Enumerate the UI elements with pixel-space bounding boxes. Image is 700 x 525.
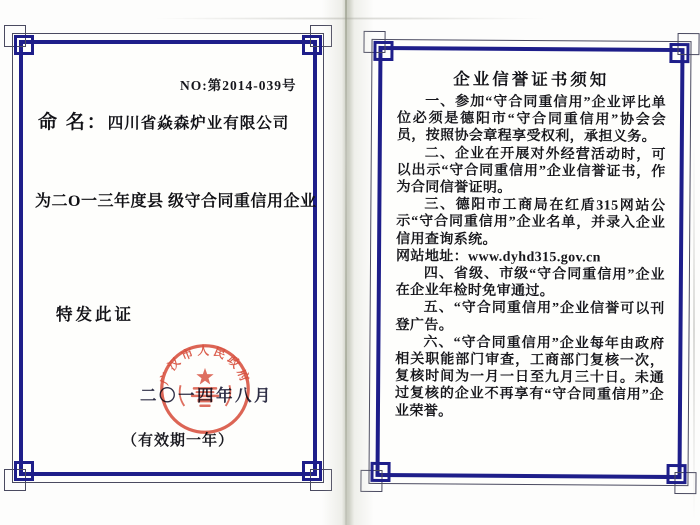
corner-ornament bbox=[360, 458, 394, 492]
notice-paragraph: 一、参加“守合同重信用”企业评比单位必须是德阳市“守合同重信用”协会会员，按照协会章程享受权利，承担义务。 bbox=[396, 94, 667, 146]
issue-statement: 特发此证 bbox=[56, 305, 134, 324]
certificate-right-page bbox=[368, 39, 691, 486]
notice-paragraph: 网站地址：www.dyhd315.gov.cn bbox=[395, 248, 601, 266]
right-page-edge bbox=[693, 140, 695, 520]
recipient-name-label: 命 名： bbox=[38, 112, 108, 133]
page-fold-shadow bbox=[322, 0, 374, 525]
notice-paragraph: 二、企业在开展对外经营活动时，可以出示“守合同重信用”企业信誉证书，作为合同信誉证明。 bbox=[396, 145, 666, 196]
corner-ornament bbox=[665, 33, 699, 67]
notice-paragraph: 三、德阳市工商局在红盾315网站公示“守合同重信用”企业名单，并录入企业信用查询系统。 bbox=[396, 197, 666, 248]
issue-date: 二〇一四年八月 bbox=[140, 386, 273, 405]
corner-ornament bbox=[662, 460, 696, 494]
corner-ornament bbox=[4, 457, 38, 491]
notice-body bbox=[395, 93, 666, 422]
certificate-left-page bbox=[12, 33, 324, 483]
recipient-company-name: 四川省焱森炉业有限公司 bbox=[107, 115, 290, 132]
notice-paragraph: 五、“守合同重信用”企业信誉可以刊登广告。 bbox=[395, 300, 665, 334]
corner-ornament bbox=[4, 25, 38, 59]
validity-note: （有效期一年） bbox=[122, 433, 235, 449]
corner-ornament bbox=[298, 457, 332, 491]
corner-ornament bbox=[363, 31, 397, 65]
recipient-name-row bbox=[38, 107, 289, 134]
notice-paragraph: 四、省级、市级“守合同重信用”企业在企业年检时免审通过。 bbox=[395, 266, 665, 300]
seal-arc-text: 广汉市人民政府 bbox=[158, 344, 252, 387]
serial-number: NO:第2014-039号 bbox=[180, 78, 297, 93]
notice-paragraph: 六、“守合同重信用”企业每年由政府相关职能部门审查，工商部门复核一次，复核时间为一月一日至九月三十日。未通过复核的企业不再享有“守合同重信用”企业荣誉。 bbox=[394, 335, 665, 420]
award-title: 为二O一三年度县 级守合同重信用企业 bbox=[35, 193, 317, 210]
notice-title: 企业信誉证书须知 bbox=[453, 69, 610, 90]
top-edge-shadow bbox=[150, 17, 550, 20]
page-fold-crease bbox=[345, 0, 347, 525]
corner-ornament bbox=[298, 25, 332, 59]
